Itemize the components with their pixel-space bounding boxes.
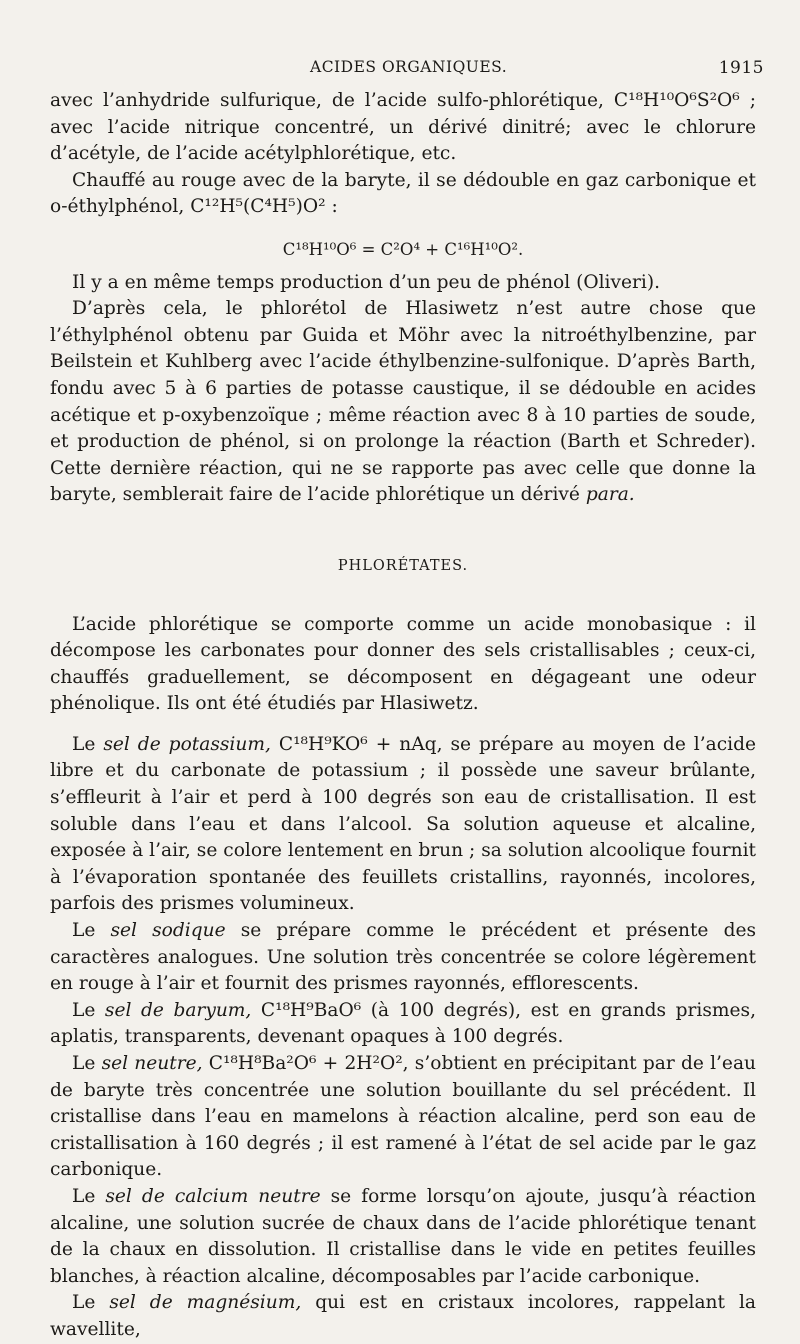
paragraph	[50, 296, 756, 509]
paragraph	[50, 998, 756, 1051]
italic-term: sel de potassium,	[103, 733, 271, 755]
paragraph-text: D’après cela, le phlorétol de Hlasiwetz n’est autre chose que l’éthylphénol obtenu par Guida et Möhr avec la nitroéthylbenzine, par Beilstein et Kuhlberg avec l’acide éthylbenzine-sulfonique. D’après Barth, fondu avec 5 à 6 parties de potasse caustique, il se dédouble en acides acétique et p-oxybenzoïque ; même réaction avec 8 à 10 parties de soude, et production de phénol, si on prolonge la réaction (Barth et Schreder). Cette dernière réaction, qui ne se rapporte pas avec celle que donne la baryte, semblerait faire de l’acide phlorétique un dérivé	[50, 298, 756, 506]
paragraph-text: C¹⁸H⁹BaO⁶ (à 100 degrés), est en grands prismes, aplatis, transparents, devenant opaques à 100 degrés.	[50, 999, 756, 1048]
paragraph-lead: Le	[72, 920, 111, 942]
paragraph-text: C¹⁸H⁸Ba²O⁶ + 2H²O², s’obtient en précipitant par de l’eau de baryte très concentrée une solution bouillante du sel précédent. Il cristallise dans l’eau en mamelons à réaction alcaline, perd son eau de cristallisation à 160 degrés ; il est ramené à l’état de sel acide par le gaz carbonique.	[50, 1053, 756, 1181]
paragraph-lead: Le	[72, 1053, 102, 1074]
page-header	[50, 58, 764, 82]
paragraph	[50, 1290, 756, 1343]
paragraph-lead: Le	[72, 733, 104, 755]
page-number: 1915	[718, 58, 764, 78]
running-title: ACIDES ORGANIQUES.	[310, 58, 508, 76]
italic-term: sel neutre,	[101, 1053, 203, 1074]
paragraph-text: se prépare comme le précédent et présente des caractères analogues. Une solution très concentrée se colore légèrement en rouge à l’air et fournit des prismes rayonnés, efflorescents.	[50, 920, 757, 995]
paragraph-lead: Le	[72, 999, 105, 1021]
paragraph: L’acide phlorétique se comporte comme un acide monobasique : il décompose les carbonates pour donner des sels cristallisables ; ceux-ci, chauffés graduellement, se décomposent en dégageant une odeur phénolique. Ils ont été étudiés par Hlasiwetz.	[50, 613, 756, 715]
paragraph	[50, 732, 756, 918]
paragraph-lead: Le	[72, 1185, 106, 1207]
paragraph-lead: Le	[72, 1292, 110, 1314]
chemical-equation: C¹⁸H¹⁰O⁶ = C²O⁴ + C¹⁶H¹⁰O².	[282, 239, 524, 259]
italic-term: sel de baryum,	[104, 999, 252, 1021]
paragraph: avec l’anhydride sulfurique, de l’acide sulfo-phlorétique, C¹⁸H¹⁰O⁶S²O⁶ ; avec l’acide nitrique concentré, un dérivé dinitré; avec le chlorure d’acétyle, de l’acide acétylphlorétique, etc.	[50, 90, 756, 165]
italic-term: para.	[585, 484, 635, 506]
paragraph-text: se forme lorsqu’on ajoute, jusqu’à réaction alcaline, une solution sucrée de chaux dans de l’acide phlorétique tenant de la chaux en dissolution. Il cristallise dans le vide en petites feuilles blanches, à réaction alcaline, décomposables par l’acide carbonique.	[50, 1185, 756, 1287]
italic-term: sel de calcium neutre	[105, 1185, 321, 1207]
page-body	[50, 88, 756, 1344]
paragraph	[50, 1184, 756, 1290]
paragraph-text: C¹⁸H⁹KO⁶ + nAq, se prépare au moyen de l’acide libre et du carbonate de potassium ; il possède une saveur brûlante, s’effleurit à l’air et perd à 100 degrés son eau de cristallisation. Il est soluble dans l’eau et dans l’alcool. Sa solution aqueuse et alcaline, exposée à l’air, se colore lentement en brun ; sa solution alcoolique fournit à l’évaporation spontanée des feuillets cristallins, rayonnés, incolores, parfois des prismes volumineux.	[50, 733, 757, 915]
paragraph-text: qui est en cristaux incolores, rappelant la wavellite,	[50, 1292, 756, 1340]
italic-term: sel sodique	[110, 920, 226, 942]
paragraph: Il y a en même temps production d’un peu de phénol (Oliveri).	[72, 271, 661, 293]
paragraph: Chauffé au rouge avec de la baryte, il se dédouble en gaz carbonique et o-éthylphénol, C¹²H⁵(C⁴H⁵)O² :	[50, 169, 756, 218]
section-heading: PHLORÉTATES.	[337, 557, 469, 574]
paragraph	[50, 918, 756, 998]
paragraph	[50, 1051, 756, 1184]
italic-term: sel de magnésium,	[109, 1292, 302, 1314]
